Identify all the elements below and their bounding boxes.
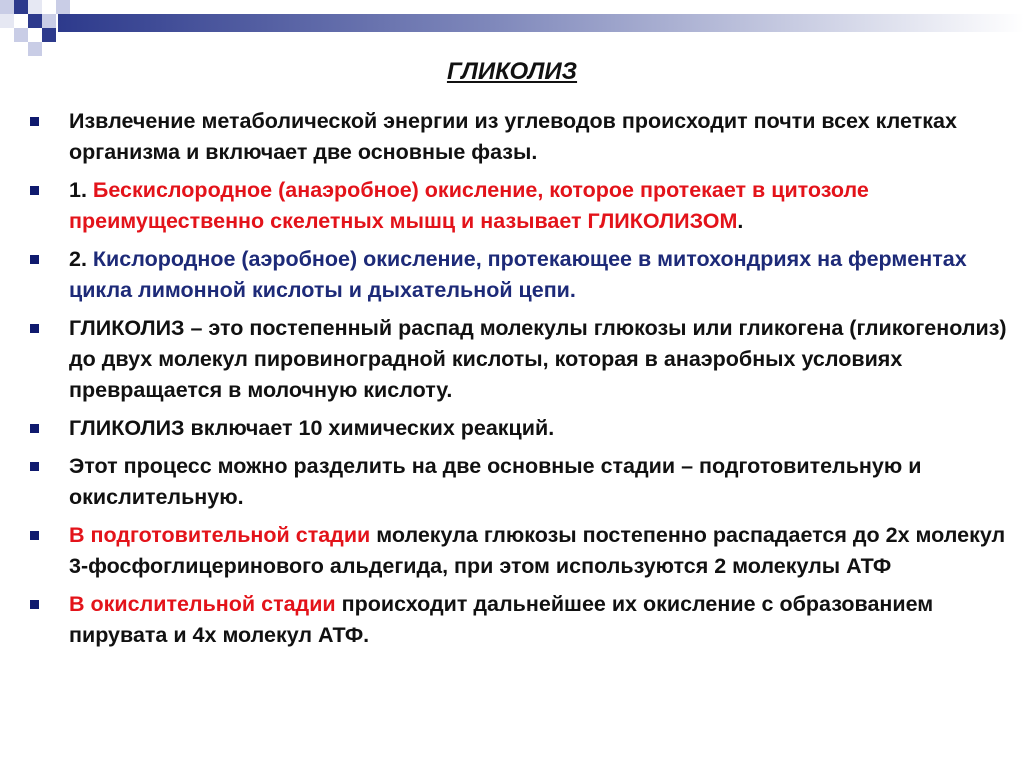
square-bullet-icon xyxy=(30,424,39,433)
bullet-highlight: В окислительной стадии xyxy=(69,592,336,616)
bullet-text: молекула глюкозы постепенно распадается до 2х молекул 3-фосфоглицеринового альдегида, при этом используются 2 молекулы АТФ xyxy=(69,523,1006,578)
bullet-item xyxy=(30,413,1015,444)
deco-square xyxy=(28,42,42,56)
bullet-item xyxy=(30,175,1015,237)
bullet-item xyxy=(30,244,1015,306)
bullet-highlight: Кислородное (аэробное) окисление, протекающее в митохондриях на ферментах цикла лимонной кислоты и дыхательной цепи. xyxy=(69,247,967,302)
bullet-list xyxy=(30,106,1015,658)
deco-square xyxy=(28,0,42,14)
deco-square xyxy=(14,28,28,42)
bullet-item xyxy=(30,106,1015,168)
slide-title: ГЛИКОЛИЗ xyxy=(446,58,578,85)
bullet-suffix: . xyxy=(737,209,744,233)
deco-square xyxy=(42,28,56,42)
deco-square xyxy=(0,14,14,28)
header-gradient-bar xyxy=(58,14,1024,32)
bullet-text: ГЛИКОЛИЗ включает 10 химических реакций. xyxy=(69,416,555,440)
bullet-highlight: В подготовительной стадии xyxy=(69,523,371,547)
bullet-highlight: Бескислородное (анаэробное) окисление, которое протекает в цитозоле преимущественно скелетных мышц и называет ГЛИКОЛИЗОМ xyxy=(69,178,869,233)
deco-square xyxy=(42,14,56,28)
bullet-text: Этот процесс можно разделить на две основные стадии – подготовительную и окислительную. xyxy=(69,454,922,509)
square-bullet-icon xyxy=(30,117,39,126)
square-bullet-icon xyxy=(30,186,39,195)
bullet-text: ГЛИКОЛИЗ – это постепенный распад молекулы глюкозы или гликогена (гликогенолиз) до двух молекул пировиноградной кислоты, которая в анаэробных условиях превращается в молочную кислоту. xyxy=(69,316,1007,402)
header-decoration xyxy=(0,0,1024,60)
bullet-item xyxy=(30,451,1015,513)
square-bullet-icon xyxy=(30,255,39,264)
deco-square xyxy=(0,0,14,14)
bullet-text: Извлечение метаболической энергии из углеводов происходит почти всех клетках организма и включает две основные фазы. xyxy=(69,109,957,164)
bullet-text: происходит дальнейшее их окисление с образованием пирувата и 4х молекул АТФ. xyxy=(69,592,934,647)
bullet-item xyxy=(30,313,1015,406)
square-bullet-icon xyxy=(30,600,39,609)
bullet-item xyxy=(30,589,1015,651)
deco-square xyxy=(56,0,70,14)
bullet-number: 1. xyxy=(69,178,93,202)
bullet-number: 2. xyxy=(69,247,93,271)
square-bullet-icon xyxy=(30,462,39,471)
square-bullet-icon xyxy=(30,531,39,540)
square-bullet-icon xyxy=(30,324,39,333)
deco-square xyxy=(14,0,28,14)
deco-square xyxy=(28,14,42,28)
bullet-item xyxy=(30,520,1015,582)
